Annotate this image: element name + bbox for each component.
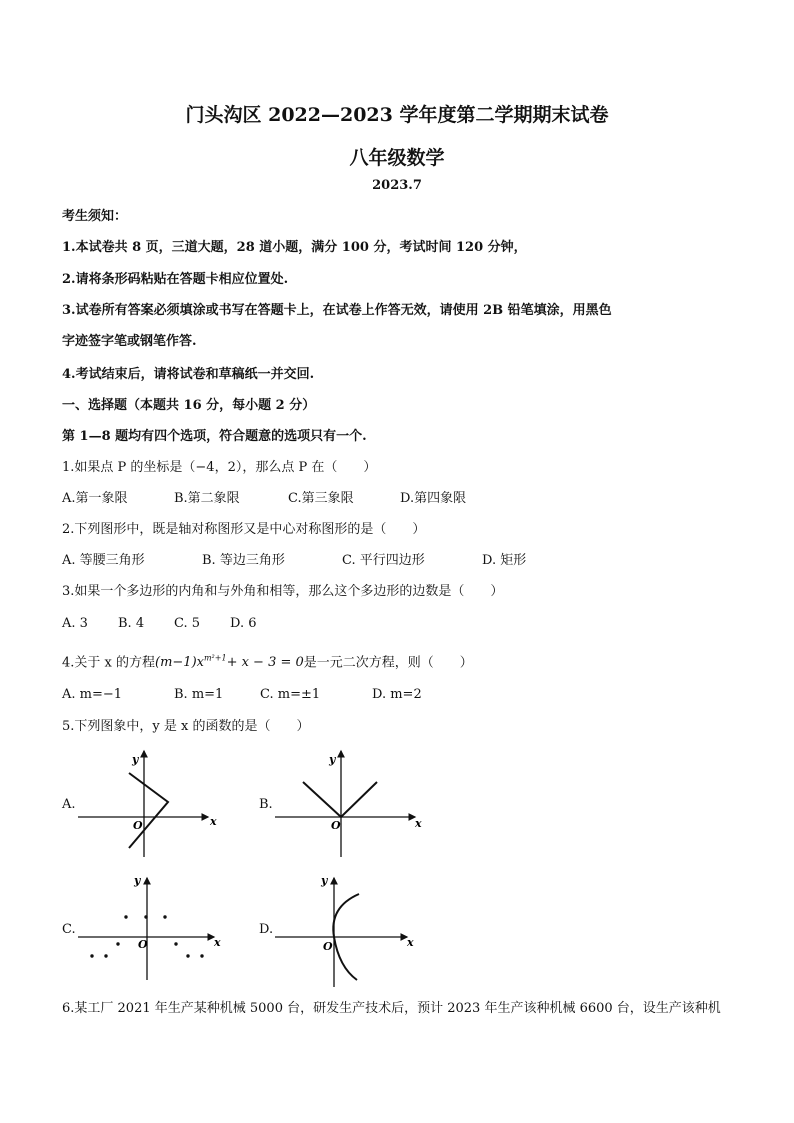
graph-c xyxy=(78,872,228,982)
point xyxy=(104,954,107,957)
exam-title: 门头沟区 2022—2023 学年度第二学期期末试卷 xyxy=(185,104,609,126)
option-a: A.第一象限 xyxy=(62,491,128,506)
graph-d xyxy=(275,872,425,992)
notice-item: 3.试卷所有答案必须填涂或书写在答题卡上，在试卷上作答无效，请使用 2B 铅笔填涂，用黑色 xyxy=(62,303,612,318)
question-3-options xyxy=(62,615,257,633)
section-heading: 一、选择题（本题共 16 分，每小题 2 分） xyxy=(62,398,316,413)
graph-b xyxy=(275,745,425,860)
point xyxy=(200,954,203,957)
origin-label: O xyxy=(331,819,341,832)
graph-d-label: D. xyxy=(259,922,274,937)
question-2-options xyxy=(62,552,526,570)
option-a: A. 3 xyxy=(62,616,88,631)
point xyxy=(90,954,93,957)
notice-item: 1.本试卷共 8 页，三道大题，28 道小题，满分 100 分，考试时间 120 分钟， xyxy=(62,240,527,255)
equation xyxy=(155,655,304,670)
point xyxy=(186,954,189,957)
option-b: B. m=1 xyxy=(174,687,224,702)
option-c: C.第三象限 xyxy=(288,491,354,506)
x-axis-label: x xyxy=(407,936,414,949)
graph-a xyxy=(78,745,228,860)
y-axis-label: y xyxy=(321,874,328,887)
option-c: C. m=±1 xyxy=(260,687,321,702)
origin-label: O xyxy=(133,819,143,832)
option-c: C. 平行四边形 xyxy=(342,553,425,568)
origin-label: O xyxy=(323,940,333,953)
question-1-stem: 1.如果点 P 的坐标是（−4，2），那么点 P 在（ ） xyxy=(62,460,377,475)
exam-subtitle: 八年级数学 xyxy=(349,147,445,169)
notice-item: 字迹签字笔或钢笔作答. xyxy=(62,334,197,349)
option-b: B. 4 xyxy=(118,616,145,631)
exam-date: 2023.7 xyxy=(372,178,422,193)
option-a: A. m=−1 xyxy=(62,687,123,702)
option-b: B.第二象限 xyxy=(174,491,240,506)
option-c: C. 5 xyxy=(174,616,201,631)
option-d: D. 矩形 xyxy=(482,553,527,568)
option-d: D. m=2 xyxy=(372,687,422,702)
question-4-stem xyxy=(62,650,473,672)
origin-label: O xyxy=(138,938,148,951)
point xyxy=(163,915,166,918)
graph-c-label: C. xyxy=(62,922,76,937)
curve xyxy=(129,773,168,848)
question-5-stem: 5.下列图象中，y 是 x 的函数的是（ ） xyxy=(62,719,310,734)
y-axis-label: y xyxy=(134,874,141,887)
notice-item: 2.请将条形码粘贴在答题卡相应位置处. xyxy=(62,272,289,287)
question-6-stem: 6.某工厂 2021 年生产某种机械 5000 台，研发生产技术后，预计 2023 年生产该种机械 6600 台，设生产该种机 xyxy=(62,1001,721,1016)
option-a: A. 等腰三角形 xyxy=(62,553,145,568)
question-4-options xyxy=(62,686,422,704)
question-3-stem: 3.如果一个多边形的内角和与外角和相等，那么这个多边形的边数是（ ） xyxy=(62,584,504,599)
question-1-options xyxy=(62,490,466,508)
point xyxy=(116,942,119,945)
question-4-stem-post: 是一元二次方程，则（ ） xyxy=(303,655,473,671)
equation-base: (m−1)x xyxy=(155,655,204,671)
graph-b-label: B. xyxy=(259,797,273,812)
question-2-stem: 2.下列图形中，既是轴对称图形又是中心对称图形的是（ ） xyxy=(62,522,426,537)
point xyxy=(124,915,127,918)
y-axis-label: y xyxy=(132,753,139,766)
section-instruction: 第 1—8 题均有四个选项，符合题意的选项只有一个. xyxy=(62,429,367,444)
option-d: D.第四象限 xyxy=(400,491,467,506)
x-axis-label: x xyxy=(214,936,221,949)
option-b: B. 等边三角形 xyxy=(202,553,285,568)
notice-item: 4.考试结束后，请将试卷和草稿纸一并交回. xyxy=(62,367,315,382)
question-4-stem-pre: 4.关于 x 的方程 xyxy=(62,655,155,671)
graph-a-label: A. xyxy=(62,797,76,812)
notice-heading: 考生须知： xyxy=(62,209,128,224)
equation-rest: + x − 3 = 0 xyxy=(226,655,304,671)
x-axis-label: x xyxy=(415,817,422,830)
point xyxy=(174,942,177,945)
point xyxy=(144,915,147,918)
curve xyxy=(303,782,377,817)
x-axis-label: x xyxy=(210,815,217,828)
equation-exponent: m²+1 xyxy=(203,654,227,663)
option-d: D. 6 xyxy=(230,616,257,631)
y-axis-label: y xyxy=(329,753,336,766)
